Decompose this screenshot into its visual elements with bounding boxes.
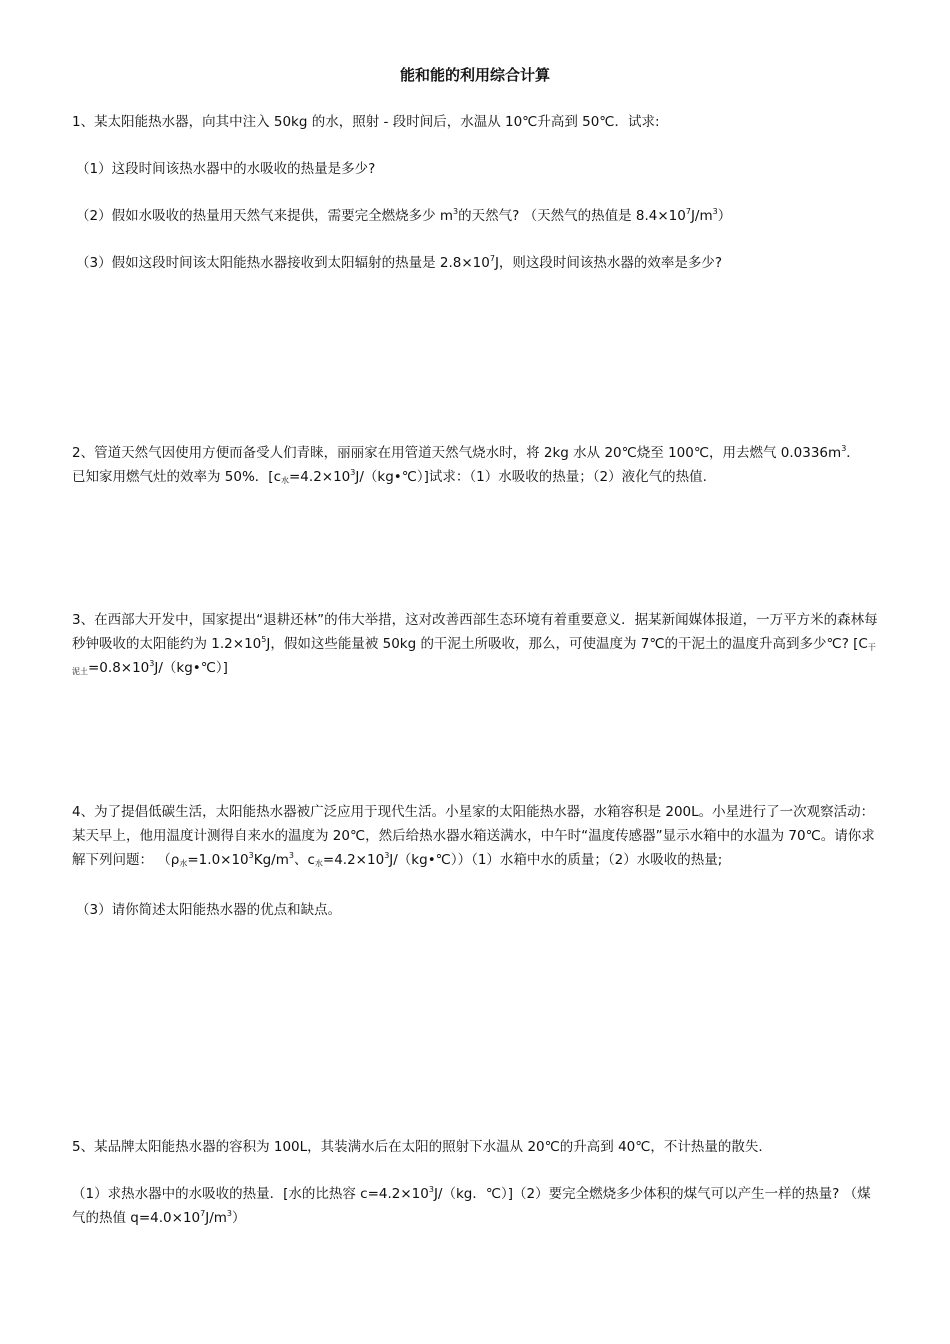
question-1-part-1: （1）这段时间该热水器中的水吸收的热量是多少? [76, 161, 376, 177]
question-4: 4、为了提倡低碳生活，太阳能热水器被广泛应用于现代生活。小星家的太阳能热水器，水箱容积是 200L。小星进行了一次观察活动：某天早上，他用温度计测得自来水的温度为 20℃，然后给热水器水箱送满水，中午时“温度传感器”显示水箱中的水温为 70℃。请你求解下列问题： （$\rho_水=1.0\times 10^3Kg/m^3$、$c_水=4.2\times 10^3J/(kg•℃))(1)$水箱中水的质量；（2）水吸收的热量; [72, 804, 875, 868]
question-3: 3、在西部大开发中，国家提出“退耕还林”的伟大举措，这对改善西部生态环境有着重要意义．据某新闻媒体报道，一万平方米的森林每秒钟吸收的太阳能约为 $1.2\times 10^5J$，假如这些能量被 50kg 的干泥土所吸收，那么，可使温度为 7℃的干泥土的温度升高到多少℃? $[C_{干泥土}=0.8\times 10^3J/(kg•℃)]$ [72, 612, 878, 676]
question-1-part-2: （2）假如水吸收的热量用天然气来提供，需要完全燃烧多少 $m^3$的天然气? （天然气的热值是 $8.4\times 10^7J/m^3$） [76, 207, 732, 224]
question-5-parts: （1）求热水器中的水吸收的热量．[水的比热容 $c=4.2\times 10^3J/(kg$．℃）]（2）要完全燃烧多少体积的煤气可以产生一样的热量? （煤气的热值 $q=4.0\times 10^7J/m^3$） [72, 1185, 871, 1226]
question-4-part-3: （3）请你简述太阳能热水器的优点和缺点。 [76, 902, 342, 918]
question-1-part-3: （3）假如这段时间该太阳能热水器接收到太阳辐射的热量是 $2.8\times 10^7J$，则这段时间该热水器的效率是多少? [76, 254, 723, 271]
question-1-stem: 1、某太阳能热水器，向其中注入 50kg 的水，照射 - 段时间后，水温从 10℃升高到 50℃．试求: [72, 114, 660, 130]
question-5-stem: 5、某品牌太阳能热水器的容积为 100L，其装满水后在太阳的照射下水温从 20℃的升高到 40℃，不计热量的散失. [72, 1139, 763, 1155]
page-title: 能和能的利用综合计算 [399, 66, 550, 84]
question-2: 2、管道天然气因使用方便而备受人们青睐，丽丽家在用管道天然气烧水时，将 2kg 水从 20℃烧至 100℃，用去燃气 $0.0336m^3$．已知家用燃气灶的效率为 50%．$[c_水=4.2\times 10^3J/(kg•℃)]$试求：（1）水吸收的热量；（2）液化气的热值. [72, 444, 860, 485]
